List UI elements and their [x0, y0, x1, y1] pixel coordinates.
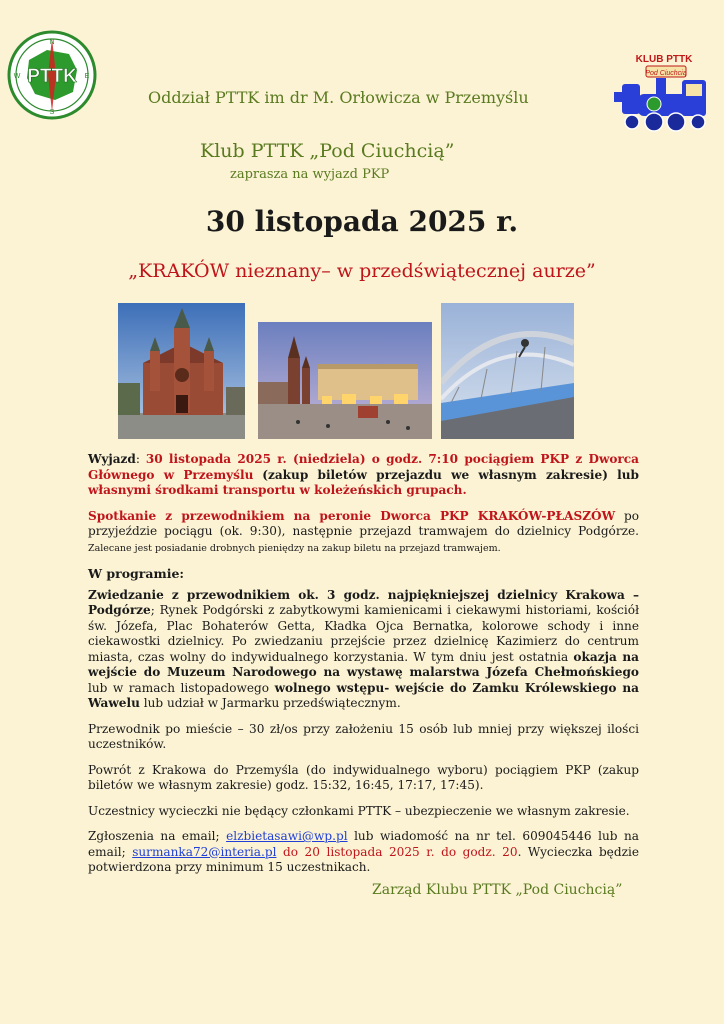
- photo-church: [118, 303, 245, 439]
- event-details: [88, 452, 639, 886]
- logo-pttk-text: PTTK: [27, 66, 77, 87]
- photo-market-square: [258, 322, 432, 439]
- svg-text:W: W: [13, 73, 21, 80]
- insurance-info: Uczestnicy wycieczki nie będący członkami PTTK – ubezpieczenie we własnym zakresie.: [88, 803, 630, 818]
- return-info: Powrót z Krakowa do Przemyśla (do indywidualnego wyboru) pociągiem PKP (zakup biletów we własnym zakresie) godz. 15:32, 16:45, 17:17, 17:45).: [88, 762, 639, 792]
- event-subtitle: „KRAKÓW nieznany– w przedświątecznej aurze”: [128, 260, 596, 282]
- svg-text:S: S: [49, 109, 55, 116]
- pttk-logo: [7, 30, 97, 120]
- registration-info: Zgłoszenia na email; elzbietasawi@wp.pl lub wiadomość na nr tel. 609045446 lub na email; surmanka72@interia.pl do 20 listopada 2025 r. do godz. 20. Wycieczka będzie potwierdzona przy minimum 15 uczestnikach.: [88, 829, 639, 874]
- club-train-logo: [612, 50, 712, 140]
- organization-name: Oddział PTTK im dr M. Orłowicza w Przemyślu: [148, 88, 529, 107]
- email-link-2[interactable]: surmanka72@interia.pl: [132, 844, 277, 859]
- svg-text:E: E: [84, 73, 90, 80]
- footer-signature: Zarząd Klubu PTTK „Pod Ciuchcią”: [372, 882, 623, 898]
- meeting-info: Spotkanie z przewodnikiem na peronie Dworca PKP KRAKÓW-PŁASZÓW po przyjeździe pociągu (ok. 9:30), następnie przejazd tramwajem do dzielnicy Podgórze. Zalecane jest posiadanie drobnych pieniędzy na zakup biletu na przejazd tramwajem.: [88, 508, 639, 554]
- invite-line: zaprasza na wyjazd PKP: [230, 167, 390, 182]
- club-name: Klub PTTK „Pod Ciuchcią”: [200, 140, 455, 162]
- event-date-title: 30 listopada 2025 r.: [205, 205, 519, 238]
- photo-footbridge: [441, 303, 574, 439]
- program-heading: W programie:: [88, 566, 185, 581]
- departure-info: Wyjazd: 30 listopada 2025 r. (niedziela) o godz. 7:10 pociągiem PKP z Dworca Głównego w Przemyślu (zakup biletów przejazdu we własnym zakresie) lub własnymi środkami transportu w koleżeńskich grupach.: [88, 452, 640, 497]
- svg-text:Pod Ciuchcią: Pod Ciuchcią: [645, 70, 687, 77]
- svg-text:KLUB PTTK: KLUB PTTK: [635, 54, 693, 65]
- program-details: Zwiedzanie z przewodnikiem ok. 3 godz. najpiękniejszej dzielnicy Krakowa – Podgórze; Rynek Podgórski z zabytkowymi kamienicami i ciekawymi historiami, kościół św. Józefa, Plac Bohaterów Getta, Kładka Ojca Bernatka, kolorowe schody i inne ciekawostki dzielnicy. Po zwiedzaniu przejście przez dzielnicę Kazimierz do centrum miasta, czas wolny do indywidualnego korzystania. W tym dniu jest ostatnia okazja na wejście do Muzeum Narodowego na wystawę malarstwa Józefa Chełmońskiego lub w ramach listopadowego wolnego wstępu- wejście do Zamku Królewskiego na Wawelu lub udział w Jarmarku przedświątecznym.: [88, 587, 639, 710]
- email-link-1[interactable]: elzbietasawi@wp.pl: [226, 829, 348, 843]
- svg-text:N: N: [49, 39, 55, 46]
- guide-price: Przewodnik po mieście – 30 zł/os przy założeniu 15 osób lub mniej przy większej ilości uczestników.: [88, 721, 639, 751]
